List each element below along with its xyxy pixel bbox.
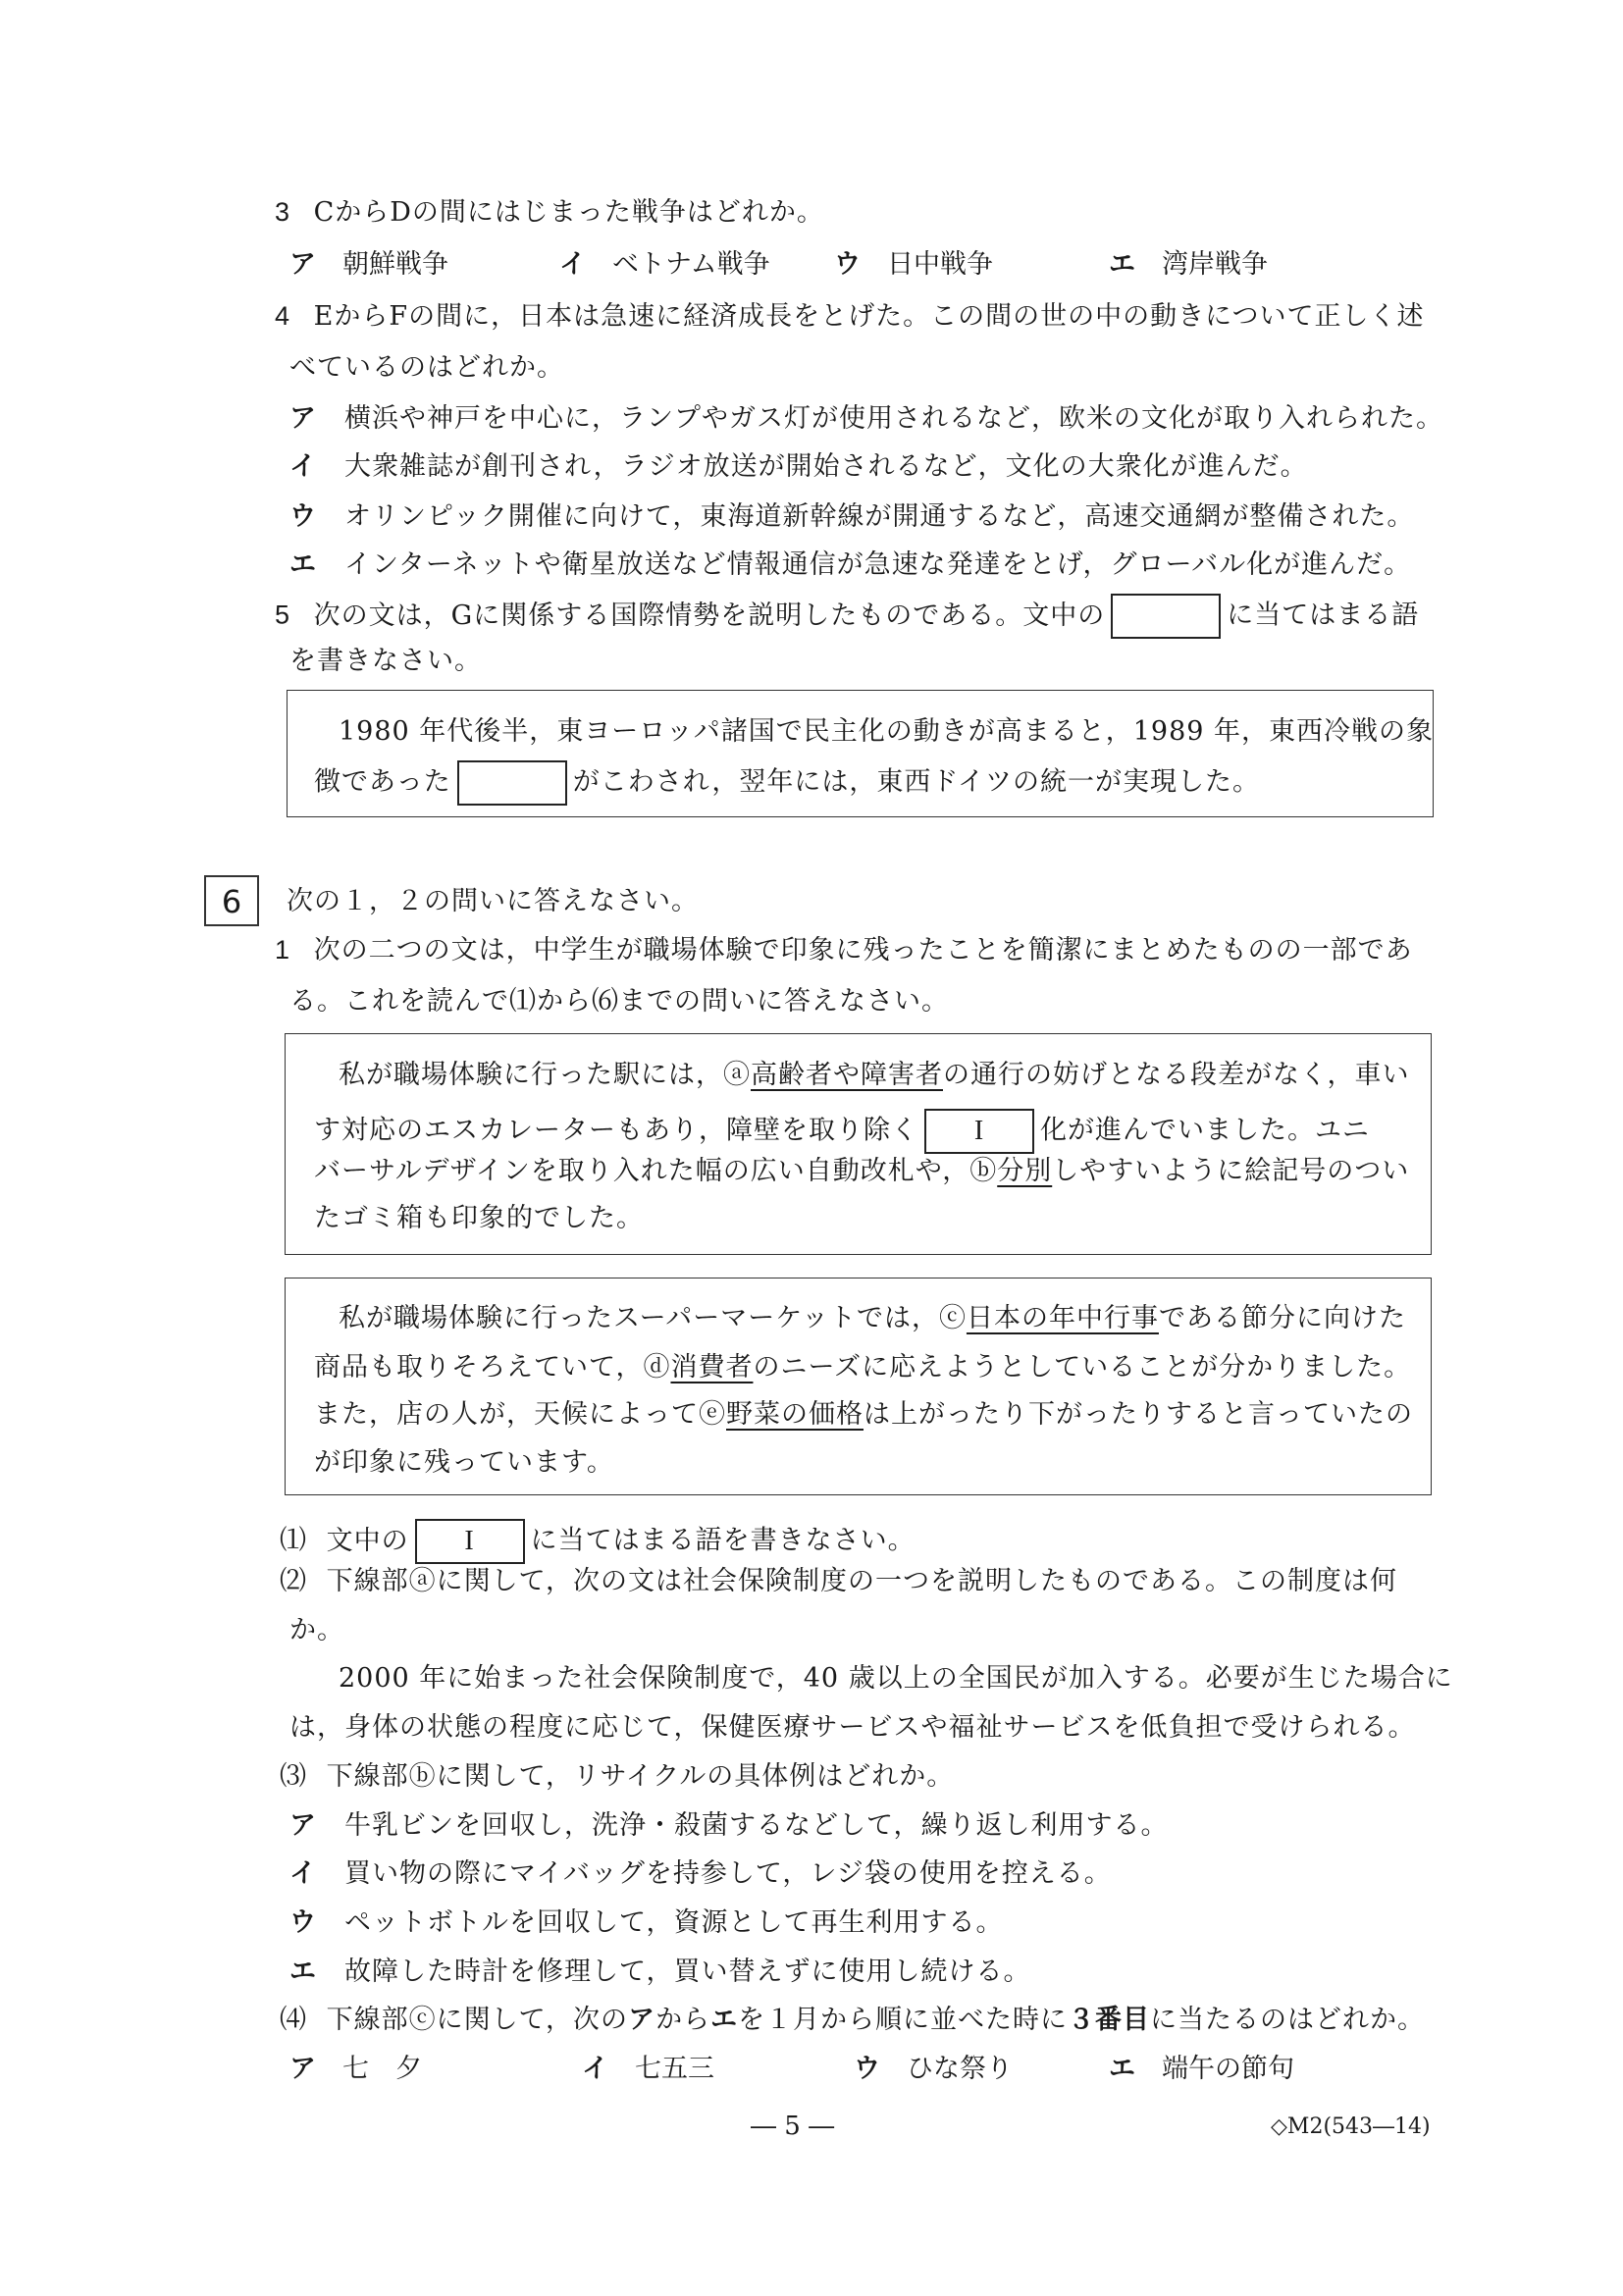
passage2-line4: が印象に残っています。 — [314, 1447, 614, 1478]
section-instruction: 次の１，２の問いに答えなさい。 — [287, 886, 699, 916]
underlined-term-e: 野菜の価格 — [726, 1399, 864, 1430]
question-3 — [275, 199, 824, 226]
q4-choice-u[interactable]: ウ オリンピック開催に向けて，東海道新幹線が開通するなど，高速交通網が整備された。 — [289, 501, 1415, 532]
question-number: 4 — [275, 301, 291, 331]
underlined-term-b: 分別 — [997, 1156, 1053, 1186]
choice-a[interactable]: ア 七 夕 — [289, 2054, 422, 2084]
question-number: 5 — [275, 600, 291, 630]
document-code: ◇M2(543―14) — [1271, 2114, 1431, 2139]
subquestion-1: ⑴ 文中の I に当てはまる語を書きなさい。 — [280, 1519, 916, 1564]
question-text-line2: べているのはどれか。 — [289, 352, 564, 383]
marker-e: ⓔ — [699, 1399, 726, 1430]
choice-e[interactable]: エ 端午の節句 — [1109, 2054, 1294, 2084]
sub2-passage-line1: 2000 年に始まった社会保険制度で，40 歳以上の全国民が加入する。必要が生じた場合に — [339, 1663, 1453, 1694]
question-number: 3 — [275, 197, 291, 227]
choice-u[interactable]: ウ 日中戦争 — [834, 249, 993, 280]
q4-choice-i[interactable]: イ 大衆雑誌が創刊され，ラジオ放送が開始されるなど，文化の大衆化が進んだ。 — [289, 451, 1308, 482]
sub3-choice-u[interactable]: ウ ペットボトルを回収して，資源として再生利用する。 — [289, 1907, 1004, 1938]
passage1-line2: す対応のエスカレーターもあり，障壁を取り除く I 化が進んでいました。ユニ — [314, 1109, 1370, 1154]
section-number-box: 6 — [204, 875, 259, 926]
marker-d: ⓓ — [643, 1352, 671, 1383]
choice-e[interactable]: エ 湾岸戦争 — [1109, 249, 1268, 280]
section6-question-1: 1 次の二つの文は，中学生が職場体験で印象に残ったことを簡潔にまとめたものの一部であ — [275, 935, 1413, 965]
underlined-term-d: 消費者 — [670, 1352, 754, 1383]
passage2-line2: 商品も取りそろえていて，ⓓ消費者のニーズに応えようとしていることが分かりました。 — [314, 1352, 1412, 1383]
question-text: CからDの間にはじまった戦争はどれか。 — [313, 197, 824, 228]
marker-a: ⓐ — [723, 1060, 751, 1090]
question-text-line2: る。これを読んで⑴から⑹までの問いに答えなさい。 — [289, 986, 949, 1017]
passage1-line3: バーサルデザインを取り入れた幅の広い自動改札や，ⓑ分別しやすいように絵記号のつい — [314, 1156, 1410, 1186]
answer-blank-I[interactable]: I — [924, 1109, 1034, 1154]
marker-c: ⓒ — [938, 1303, 967, 1333]
sub4-choices — [289, 2056, 1467, 2085]
choice-u[interactable]: ウ ひな祭り — [854, 2054, 1013, 2084]
choice-i[interactable]: イ ベトナム戦争 — [559, 249, 770, 280]
choice-a[interactable]: ア 朝鮮戦争 — [289, 249, 448, 280]
subquestion-3: ⑶ 下線部ⓑに関して，リサイクルの具体例はどれか。 — [280, 1761, 955, 1792]
marker-b: ⓑ — [969, 1156, 998, 1186]
passage-line2: 徴であった がこわされ，翌年には，東西ドイツの統一が実現した。 — [314, 760, 1260, 806]
answer-blank-I[interactable]: I — [415, 1519, 525, 1564]
q3-choices — [289, 251, 1467, 281]
sub3-choice-a[interactable]: ア 牛乳ビンを回収し，洗浄・殺菌するなどして，繰り返し利用する。 — [289, 1810, 1169, 1841]
passage2-line3: また，店の人が，天候によってⓔ野菜の価格は上がったり下がったりすると言っていたの — [314, 1399, 1413, 1430]
question-4 — [275, 303, 1425, 330]
q4-choice-e[interactable]: エ インターネットや衛星放送など情報通信が急速な発達をとげ，グローバル化が進んだ。 — [289, 549, 1412, 580]
page-number: ― 5 ― — [751, 2112, 835, 2141]
passage1-line1: 私が職場体験に行った駅には，ⓐ高齢者や障害者の通行の妨げとなる段差がなく，車い — [339, 1060, 1410, 1090]
passage1-line4: たゴミ箱も印象的でした。 — [314, 1203, 644, 1233]
q4-choice-a[interactable]: ア 横浜や神戸を中心に，ランプやガス灯が使用されるなど，欧米の文化が取り入れられた。 — [289, 403, 1443, 434]
choice-i[interactable]: イ 七五三 — [582, 2054, 714, 2084]
question-5: 5 次の文は，Gに関係する国際情勢を説明したものである。文中の に当てはまる語 — [275, 594, 1419, 639]
answer-blank[interactable] — [457, 760, 567, 806]
passage-line1: 1980 年代後半，東ヨーロッパ諸国で民主化の動きが高まると，1989 年，東西冷戦の象 — [339, 716, 1435, 747]
question-text-line1: EからFの間に，日本は急速に経済成長をとげた。この間の世の中の動きについて正しく述 — [313, 301, 1425, 332]
answer-blank[interactable] — [1111, 594, 1221, 639]
subquestion-2: ⑵ 下線部ⓐに関して，次の文は社会保険制度の一つを説明したものである。この制度は何 — [280, 1566, 1398, 1596]
subquestion-4: ⑷ 下線部ⓒに関して，次のアからエを１月から順に並べた時に３番目に当たるのはどれか。 — [280, 2005, 1426, 2035]
passage2-line1: 私が職場体験に行ったスーパーマーケットでは，ⓒ日本の年中行事である節分に向けた — [339, 1303, 1406, 1333]
sub3-choice-e[interactable]: エ 故障した時計を修理して，買い替えずに使用し続ける。 — [289, 1957, 1031, 1987]
underlined-term-a: 高齢者や障害者 — [751, 1060, 943, 1090]
question-text-line2: を書きなさい。 — [289, 646, 482, 676]
subquestion-2-line2: か。 — [289, 1615, 344, 1645]
sub2-passage-line2: は，身体の状態の程度に応じて，保健医療サービスや福祉サービスを低負担で受けられる。 — [289, 1712, 1416, 1743]
sub3-choice-i[interactable]: イ 買い物の際にマイバッグを持参して，レジ袋の使用を控える。 — [289, 1858, 1112, 1889]
underlined-term-c: 日本の年中行事 — [966, 1303, 1159, 1333]
